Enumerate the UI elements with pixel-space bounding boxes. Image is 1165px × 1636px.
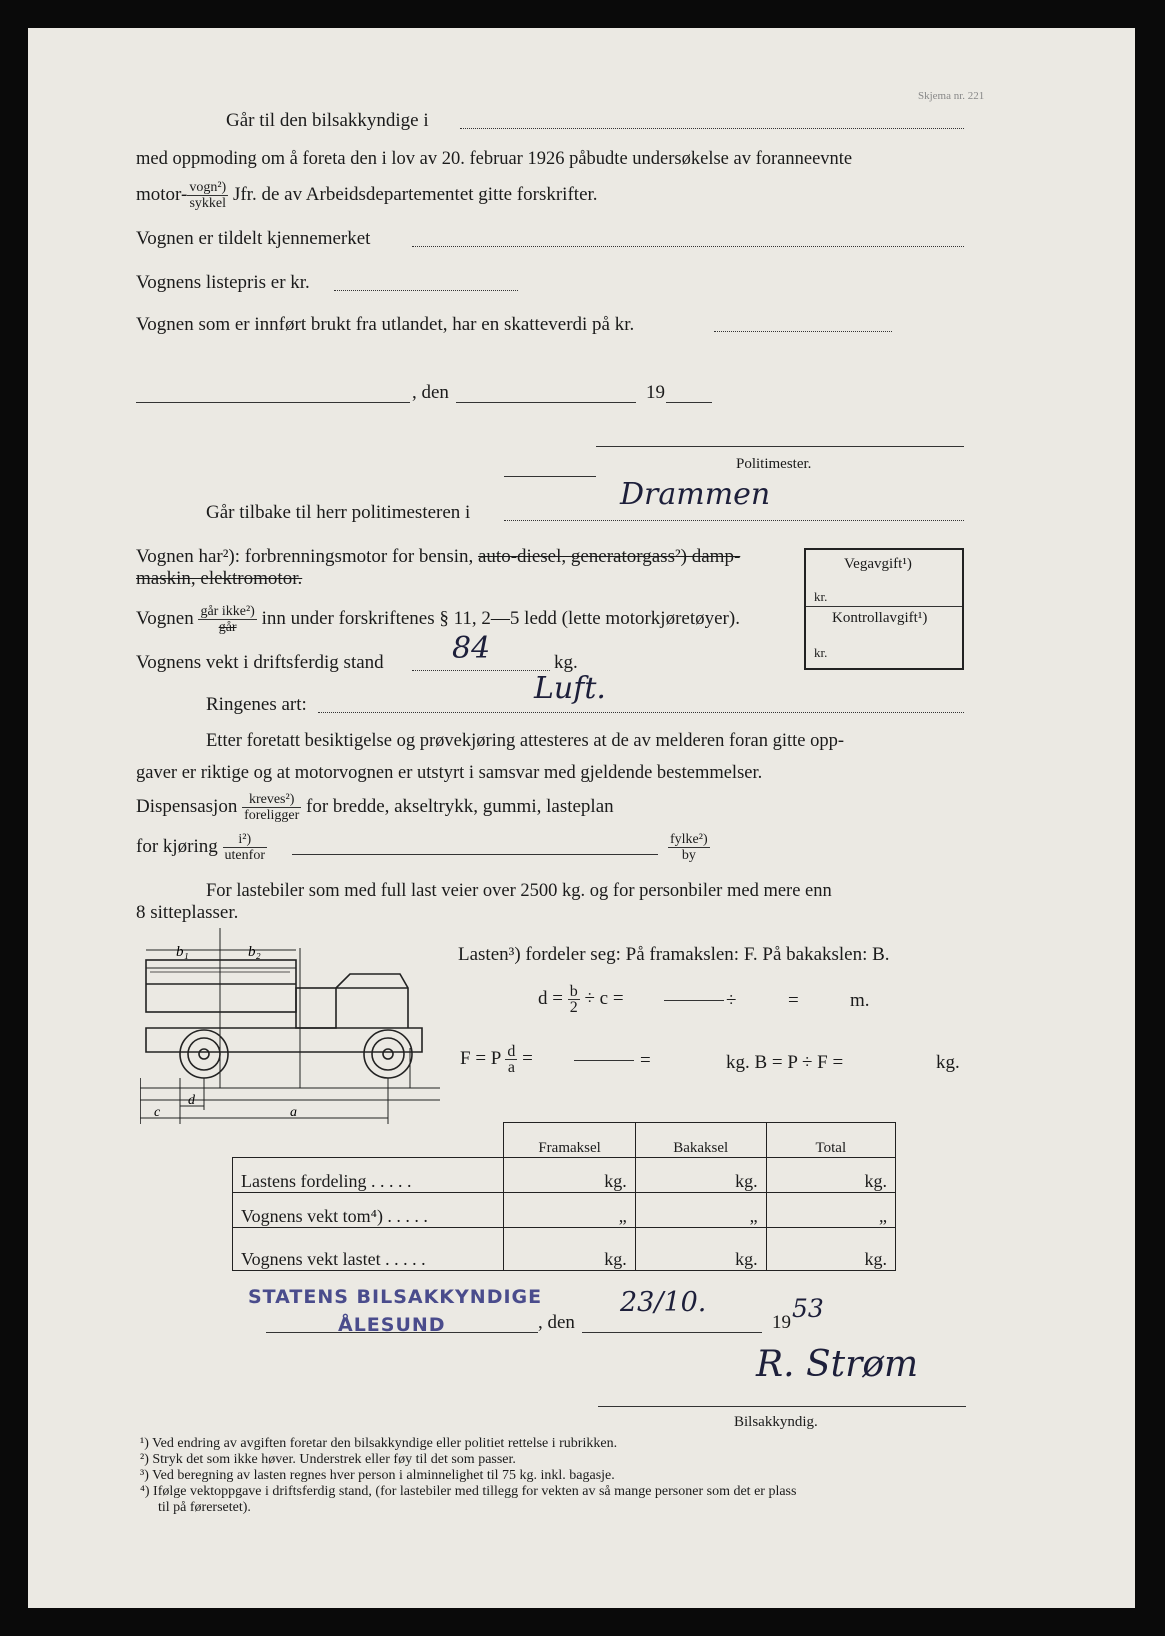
gaar-tilbake-label: Går tilbake til herr politimesteren i [206, 502, 471, 523]
gaar-ikke-fraction [198, 604, 256, 635]
footnote-3 [140, 1468, 615, 1483]
cell[interactable]: „ [504, 1192, 635, 1227]
gaar-ikke-option: går ikke²) [200, 604, 255, 619]
table-row [233, 1157, 896, 1192]
kontrollavgift-kr: kr. [814, 645, 828, 660]
politimester-place-field[interactable] [504, 520, 964, 521]
footnote-mark: ³) [140, 1468, 149, 1483]
kjennemerke-label: Vognen er tildelt kjennemerket [136, 228, 371, 249]
bilsakkyndige-place-field[interactable] [460, 128, 964, 129]
row-label: Vognens vekt tom⁴) . . . . . [233, 1192, 504, 1227]
diagram-b2: b₂ [248, 944, 261, 960]
gaar-inn-under-line [136, 604, 740, 635]
bilsakkyndig-signature-field[interactable] [598, 1406, 966, 1407]
vekt-handwritten: 84 [452, 631, 491, 666]
footnote-4 [140, 1484, 796, 1499]
vekt-label: Vognens vekt i driftsferdig stand [136, 652, 384, 673]
gaar-postfix: inn under forskriftenes § 11, 2—5 ledd (lette motorkjøretøyer). [261, 607, 740, 629]
vogn-option: vogn²) [189, 180, 227, 195]
kjennemerke-field[interactable] [412, 246, 964, 247]
jfr-text: Jfr. de av Arbeidsdepartementet gitte forskrifter. [232, 183, 598, 205]
minus-c: ÷ c = [584, 987, 624, 1009]
d-unit: m. [850, 990, 870, 1011]
motor-type-struck-2: maskin, elektromotor. [136, 568, 303, 589]
avgift-divider [806, 606, 962, 607]
bilsakkyndig-label: Bilsakkyndig. [734, 1414, 818, 1430]
foreligger-option: foreligger [244, 808, 300, 823]
row-label: Lastens fordeling . . . . . [233, 1157, 504, 1192]
d-div: ÷ [726, 990, 737, 1011]
f-eq: = [522, 1047, 533, 1069]
cell[interactable]: kg. [766, 1227, 895, 1270]
lastebiler-line2: 8 sitteplasser. [136, 902, 239, 923]
vekt-unit: kg. [554, 652, 578, 673]
gaar-til-label: Går til den bilsakkyndige i [226, 110, 429, 131]
f-eq-p: F = P [460, 1047, 501, 1069]
place-handwritten: Drammen [620, 477, 771, 512]
b-over-2 [568, 984, 580, 1015]
d-value-field[interactable] [664, 1000, 724, 1001]
motor-type-struck-1: auto-diesel, generatorgass²) damp- [478, 546, 741, 567]
motor-line [136, 180, 598, 211]
vogn-sykkel-fraction [187, 180, 228, 211]
bilsakkyndig-signature: R. Strøm [756, 1344, 919, 1385]
den-label: , den [412, 382, 449, 403]
th-total: Total [766, 1123, 895, 1158]
stamp-line1: STATENS BILSAKKYNDIGE [248, 1286, 543, 1308]
i-utenfor-fraction [223, 832, 267, 863]
th-bakaksel: Bakaksel [635, 1123, 766, 1158]
year-field[interactable] [666, 402, 712, 403]
d-result-eq: = [788, 990, 799, 1011]
gaar-prefix: Vognen [136, 607, 194, 629]
motor-type-bensin: Vognen har²): forbrenningsmotor for bensin, [136, 546, 474, 567]
vegavgift-label: Vegavgift¹) [844, 556, 912, 572]
skatteverdi-field[interactable] [714, 331, 892, 332]
cell[interactable]: kg. [766, 1157, 895, 1192]
b-kg: kg. [936, 1052, 960, 1073]
f-formula [460, 1044, 533, 1075]
frac-2: 2 [569, 999, 578, 1016]
form-id: Skjema nr. 221 [918, 90, 985, 102]
footnote-2 [140, 1452, 516, 1467]
year-label: 19 [646, 382, 665, 403]
utenfor-option: utenfor [224, 848, 265, 863]
footnote-1 [140, 1436, 617, 1451]
sign-date-handwritten: 23/10. [620, 1287, 707, 1318]
table-row [233, 1192, 896, 1227]
listepris-field[interactable] [334, 290, 518, 291]
frac-b: b [569, 983, 578, 1000]
th-framaksel: Framaksel [504, 1123, 635, 1158]
politimester-signature-field[interactable] [596, 446, 964, 447]
oppmoding-text: med oppmoding om å foreta den i lov av 20. februar 1926 påbudte undersøkelse av foranneevnte [136, 149, 853, 169]
fylke-by-fraction-wrap [668, 832, 710, 863]
gaar-option: går [218, 620, 237, 635]
kreves-fraction [242, 792, 301, 823]
disp-postfix: for bredde, akseltrykk, gummi, lasteplan [306, 795, 614, 817]
vegavgift-kr: kr. [814, 589, 828, 604]
cell[interactable]: „ [766, 1192, 895, 1227]
d-eq: d = [538, 987, 563, 1009]
kreves-option: kreves²) [242, 792, 301, 808]
diagram-b1: b₁ [176, 944, 189, 960]
motor-prefix: motor- [136, 183, 188, 205]
i-option: i²) [223, 832, 267, 848]
cell[interactable]: kg. [635, 1227, 766, 1270]
dispensasjon-line [136, 792, 614, 823]
footnote-mark: ²) [140, 1452, 149, 1467]
form-page [28, 28, 1135, 1608]
lasten-text: Lasten³) fordeler seg: På framakslen: F. På bakakslen: B. [458, 944, 890, 965]
ringer-handwritten: Luft. [534, 671, 606, 706]
fylke-by-fraction [668, 832, 710, 863]
sykkel-option: sykkel [189, 196, 227, 211]
disp-prefix: Dispensasjon [136, 795, 238, 817]
listepris-label: Vognens listepris er kr. [136, 272, 310, 293]
f-result-eq: = [640, 1050, 651, 1071]
table-row [233, 1227, 896, 1270]
footnote-text: Ifølge vektoppgave i driftsferdig stand, (for lastebiler med tillegg for vekten av så mange personer som det er plass [153, 1484, 797, 1499]
by-option: by [681, 848, 696, 863]
cell[interactable]: kg. [504, 1157, 635, 1192]
sign-date-field[interactable] [582, 1332, 762, 1333]
ringer-label: Ringenes art: [206, 694, 307, 715]
footnote-text: Ved endring av avgiften foretar den bilsakkyndige eller politiet rettelse i rubrikken. [152, 1436, 618, 1451]
footnote-4-cont [158, 1500, 251, 1515]
diagram-a: a [290, 1105, 297, 1120]
kjoring-prefix: for kjøring [136, 835, 218, 857]
f-value-field[interactable] [574, 1060, 634, 1061]
motor-type-line1 [136, 546, 740, 568]
diagram-d: d [188, 1093, 195, 1108]
d-over-a [505, 1044, 517, 1075]
skatteverdi-label: Vognen som er innført brukt fra utlandet, har en skatteverdi på kr. [136, 314, 635, 335]
sign-place-field[interactable] [266, 1332, 538, 1333]
avgift-box [804, 548, 964, 670]
frac-d: d [507, 1043, 516, 1060]
footnote-text: til på førersetet). [158, 1500, 251, 1515]
politimester-label: Politimester. [736, 456, 812, 472]
section-divider [504, 476, 596, 477]
row-label: Vognens vekt lastet . . . . . [233, 1227, 504, 1270]
frac-a: a [507, 1059, 515, 1076]
cell[interactable]: kg. [504, 1227, 635, 1270]
load-table [232, 1122, 896, 1271]
sign-year-pre: 19 [772, 1312, 791, 1333]
place-field[interactable] [136, 402, 410, 403]
cell[interactable]: „ [635, 1192, 766, 1227]
kjoring-area-field[interactable] [292, 854, 658, 855]
etter-line1: Etter foretatt besiktigelse og prøvekjøring attesteres at de av melderen foran gitte opp- [206, 731, 845, 751]
kjoring-line [136, 832, 267, 863]
footnote-mark: ⁴) [140, 1484, 150, 1499]
footnote-text: Ved beregning av lasten regnes hver person i alminnelighet til 75 kg. inkl. bagasje. [152, 1468, 615, 1483]
kontrollavgift-label: Kontrollavgift¹) [832, 610, 928, 626]
d-formula [538, 984, 624, 1015]
sign-year-handwritten: 53 [792, 1294, 824, 1323]
f-kg-b: kg. B = P ÷ F = [726, 1052, 844, 1073]
fylke-option: fylke²) [670, 832, 708, 847]
vekt-field[interactable] [412, 670, 550, 671]
footnote-mark: ¹) [140, 1436, 149, 1451]
cell[interactable]: kg. [635, 1157, 766, 1192]
footnote-text: Stryk det som ikke høver. Understrek eller føy til det som passer. [152, 1452, 516, 1467]
etter-line2: gaver er riktige og at motorvognen er utstyrt i samsvar med gjeldende bestemmelser. [136, 763, 763, 783]
stamp-line2: ÅLESUND [338, 1314, 446, 1336]
diagram-c: c [154, 1105, 161, 1120]
ringer-field[interactable] [318, 712, 964, 713]
sign-den-label: , den [538, 1312, 575, 1333]
date-field[interactable] [456, 402, 636, 403]
lastebiler-line1: For lastebiler som med full last veier over 2500 kg. og for personbiler med mere enn [206, 881, 832, 901]
